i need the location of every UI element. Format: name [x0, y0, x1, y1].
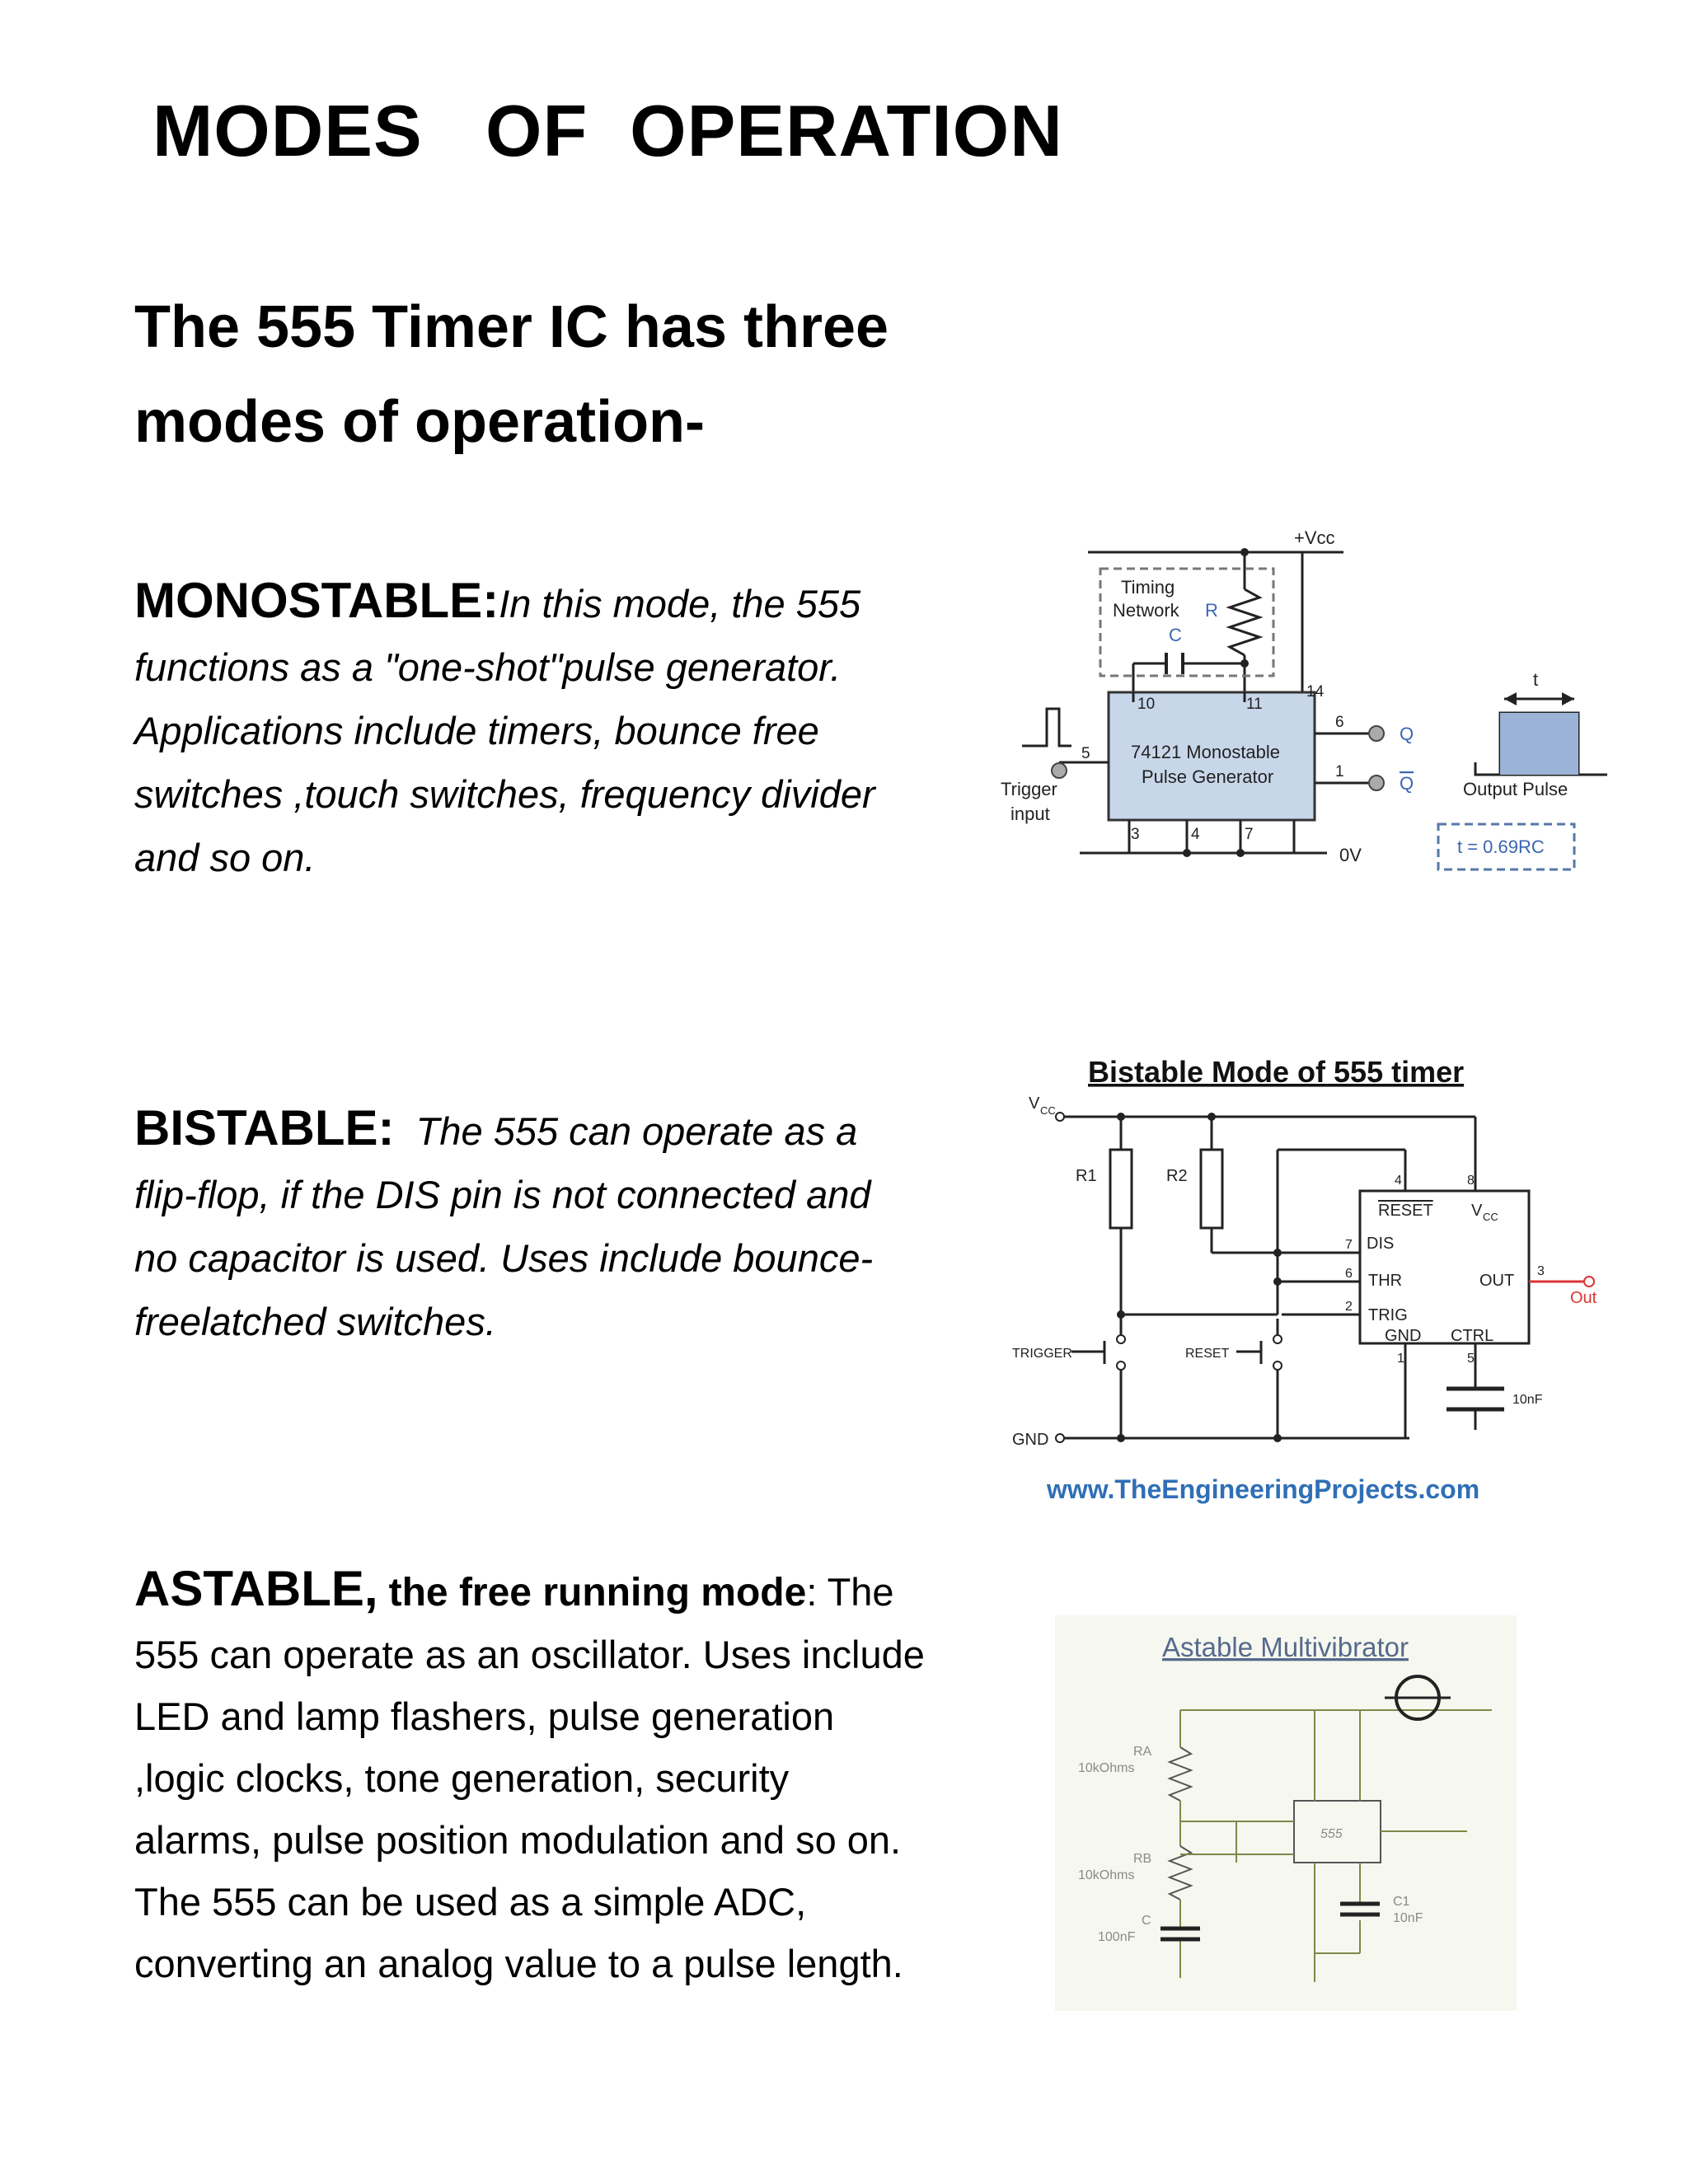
- intro-line-2: modes of operation-: [134, 389, 706, 455]
- mono-c-label: C: [1169, 625, 1182, 645]
- mono-pin14: 14: [1306, 683, 1325, 701]
- astable-text: : The 555 can operate as an oscillator. Uses include LED and lamp flashers, pulse generation ,logic clocks, tone generation, security alarms, pulse position modulation and so on. The 555 can be used as a simple ADC, converting an analog value to a pulse length.: [134, 1570, 925, 1985]
- astable-c-label: C: [1142, 1914, 1151, 1928]
- bi-r2-label: R2: [1166, 1167, 1188, 1185]
- bi-pin7: 7: [1345, 1238, 1353, 1252]
- bi-gnd-pin: GND: [1385, 1327, 1422, 1345]
- mono-qbar-label: Q: [1400, 773, 1414, 794]
- mono-timing-label-1: Timing: [1121, 577, 1175, 598]
- mono-r-label: R: [1205, 600, 1218, 621]
- mono-vcc-label: +Vcc: [1294, 527, 1335, 548]
- mono-t-label: t: [1533, 669, 1539, 690]
- astable-rb-value: 10kOhms: [1078, 1868, 1135, 1882]
- astable-label-suffix: the free running mode: [388, 1571, 807, 1615]
- astable-rb-label: RB: [1133, 1852, 1152, 1866]
- bistable-circuit-diagram: [989, 1043, 1632, 1512]
- mono-pin3: 3: [1131, 826, 1140, 843]
- astable-ra-label: RA: [1133, 1745, 1152, 1759]
- mono-trigger-label-2: input: [1010, 804, 1050, 824]
- mono-timing-label-2: Network: [1113, 600, 1179, 621]
- mono-chip-label-2: Pulse Generator: [1142, 766, 1274, 787]
- mono-formula: t = 0.69RC: [1457, 837, 1545, 857]
- bi-ctrl-pin: CTRL: [1451, 1327, 1494, 1345]
- astable-c1-value: 10nF: [1393, 1911, 1423, 1925]
- bi-vcc-label: V: [1029, 1094, 1040, 1113]
- astable-chip-label: 555: [1320, 1827, 1343, 1841]
- bi-dis-pin: DIS: [1367, 1235, 1395, 1253]
- mono-pin7: 7: [1245, 826, 1254, 843]
- mono-pin10: 10: [1137, 696, 1156, 713]
- bi-trig-pin: TRIG: [1368, 1306, 1408, 1324]
- monostable-text: In this mode, the 555 functions as a "one-shot"pulse generator. Applications include timers, bounce free switches ,touch switches, frequency divider and so on.: [134, 582, 875, 879]
- mono-0v-label: 0V: [1339, 845, 1362, 865]
- astable-ra-value: 10kOhms: [1078, 1761, 1135, 1775]
- bistable-diagram-title: Bistable Mode of 555 timer: [1088, 1055, 1465, 1089]
- bi-vcc-sub: CC: [1040, 1104, 1056, 1117]
- mono-output-pulse-label: Output Pulse: [1463, 779, 1568, 799]
- page-title: MODES OF OPERATION: [152, 90, 1063, 171]
- mono-pin11: 11: [1246, 696, 1263, 713]
- bi-trigger-label: TRIGGER: [1012, 1347, 1072, 1361]
- astable-c-value: 100nF: [1098, 1930, 1136, 1944]
- bi-cap-label: 10nF: [1512, 1393, 1543, 1407]
- bi-vcc-pin: V: [1471, 1202, 1483, 1220]
- bi-pin3: 3: [1537, 1264, 1545, 1278]
- astable-c1-label: C1: [1393, 1895, 1410, 1909]
- bi-pin5: 5: [1467, 1352, 1475, 1366]
- bistable-label: BISTABLE:: [134, 1100, 395, 1155]
- mono-pin5: 5: [1081, 745, 1090, 762]
- bi-gnd-label: GND: [1012, 1431, 1049, 1449]
- astable-circuit-diagram: [1055, 1615, 1517, 2011]
- bi-pin4: 4: [1395, 1174, 1402, 1188]
- mono-pin6: 6: [1335, 714, 1344, 731]
- intro-line-1: The 555 Timer IC has three: [134, 294, 889, 360]
- bi-pin1: 1: [1397, 1352, 1404, 1366]
- bi-vcc-pin-sub: CC: [1483, 1211, 1498, 1223]
- bi-thr-pin: THR: [1368, 1272, 1403, 1290]
- website-link[interactable]: www.TheEngineeringProjects.com: [1047, 1474, 1480, 1504]
- monostable-label: MONOSTABLE:: [134, 573, 499, 628]
- monostable-circuit-diagram: [989, 511, 1632, 890]
- monostable-paragraph: [134, 569, 909, 889]
- bi-reset-label: RESET: [1185, 1347, 1230, 1361]
- astable-paragraph: [134, 1558, 926, 1994]
- mono-pin1: 1: [1335, 763, 1344, 780]
- mono-trigger-label-1: Trigger: [1001, 779, 1057, 799]
- bi-pin6: 6: [1345, 1267, 1353, 1281]
- bi-out-pin: OUT: [1479, 1272, 1515, 1290]
- mono-pin4: 4: [1191, 826, 1200, 843]
- astable-diagram-title: Astable Multivibrator: [1162, 1632, 1409, 1662]
- bistable-paragraph: [134, 1096, 909, 1353]
- bi-reset-pin: RESET: [1378, 1202, 1433, 1220]
- bistable-text: The 555 can operate as a flip-flop, if the DIS pin is not connected and no capacitor is used. Uses include bounce-freelatched switches.: [134, 1109, 874, 1343]
- astable-label: ASTABLE,: [134, 1561, 378, 1616]
- mono-q-label: Q: [1400, 724, 1414, 744]
- bi-out-label: Out: [1570, 1289, 1597, 1307]
- bi-r1-label: R1: [1076, 1167, 1097, 1185]
- bi-pin2: 2: [1345, 1300, 1353, 1314]
- mono-chip-label-1: 74121 Monostable: [1131, 742, 1281, 762]
- intro-heading: [134, 280, 1041, 470]
- bi-pin8: 8: [1467, 1174, 1475, 1188]
